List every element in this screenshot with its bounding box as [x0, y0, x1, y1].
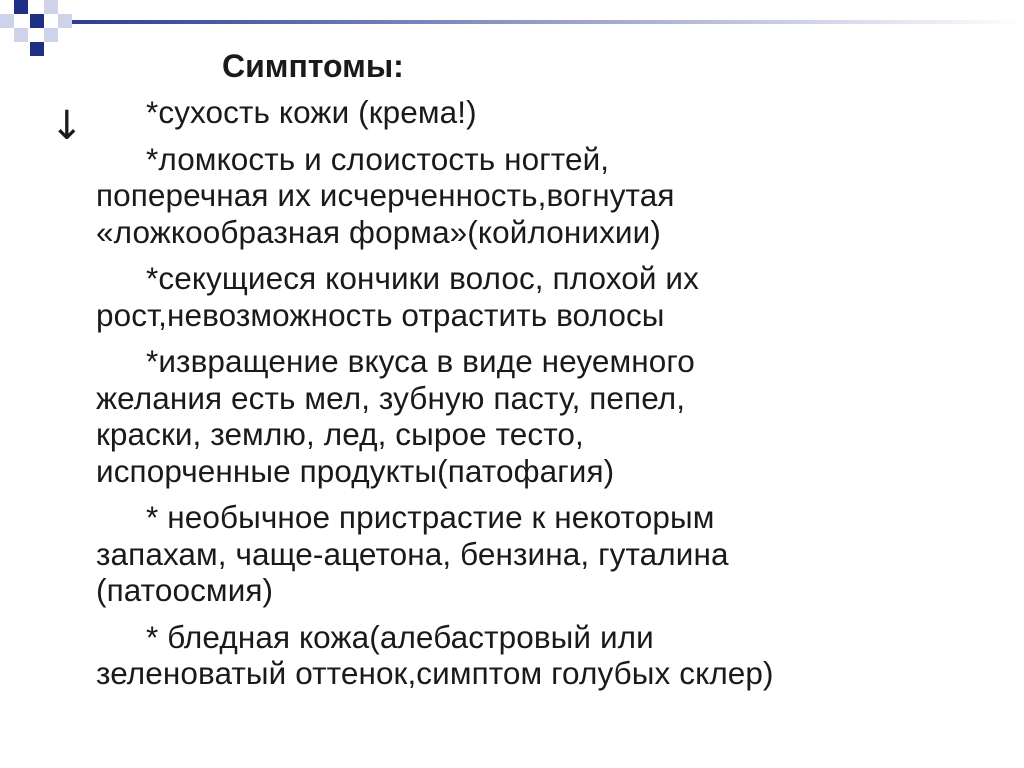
deco-square	[44, 28, 58, 42]
symptom-item: * бледная кожа(алебастровый или зеленоватый оттенок,симптом голубых склер)	[96, 618, 774, 691]
slide-content	[96, 46, 976, 702]
header-gradient-line	[60, 20, 1024, 24]
symptom-item: *секущиеся кончики волос, плохой их рост,невозможность отрастить волосы	[96, 260, 699, 333]
deco-square	[58, 14, 72, 28]
symptom-item: *сухость кожи (крема!)	[146, 94, 477, 130]
deco-square	[0, 14, 14, 28]
deco-square	[14, 28, 28, 42]
deco-square	[30, 42, 44, 56]
deco-square	[30, 14, 44, 28]
down-arrow-icon: ↓	[50, 103, 84, 149]
deco-square	[14, 0, 28, 14]
slide-title: Симптомы:	[222, 48, 404, 84]
symptom-item: *извращение вкуса в виде неуемного желания есть мел, зубную пасту, пепел, краски, землю, лед, сырое тесто, испорченные продукты(патофагия)	[96, 343, 695, 489]
symptom-list	[96, 94, 976, 692]
symptom-item: * необычное пристрастие к некоторым запахам, чаще-ацетона, бензина, гуталина (патоосмия)	[96, 499, 729, 608]
symptom-item: *ломкость и слоистость ногтей, поперечная их исчерченность,вогнутая «ложкообразная форма»(койлонихии)	[96, 140, 675, 250]
deco-square	[44, 0, 58, 14]
